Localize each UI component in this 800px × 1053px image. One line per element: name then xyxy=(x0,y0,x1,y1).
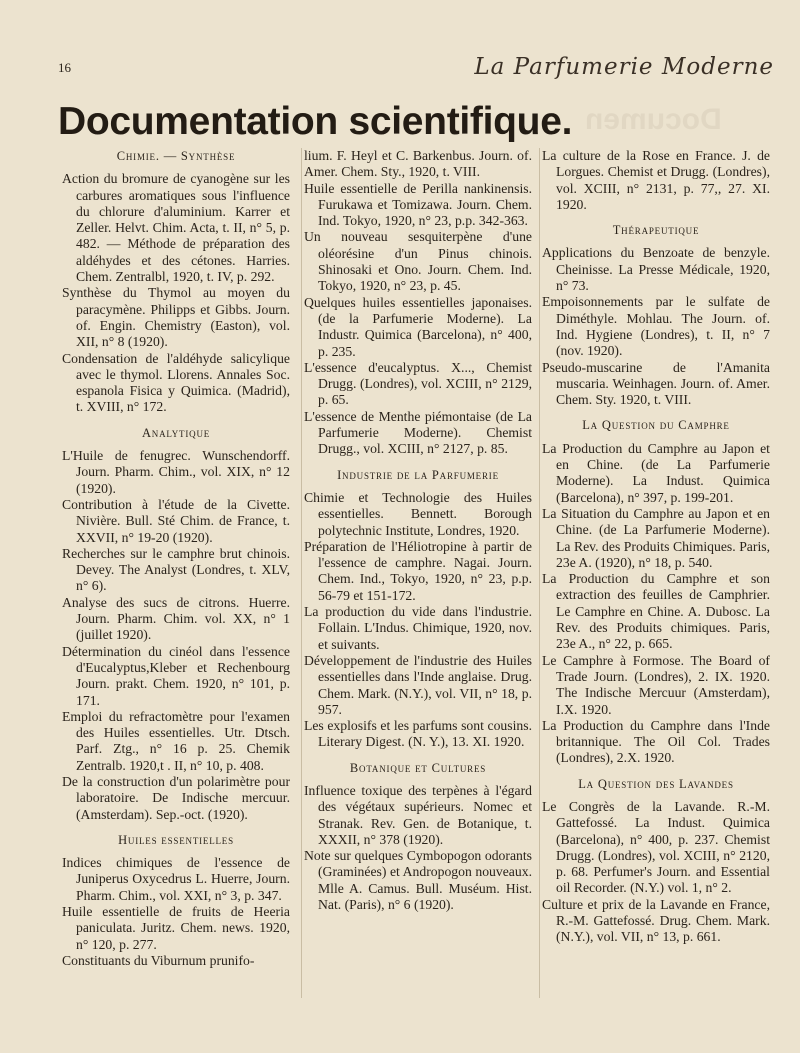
bibliography-entry: Influence toxique des terpènes à l'égard des végétaux supérieurs. Nomec et Stranak. Rev. Gen. de Botanique, t. XXXII, n° 378 (1920). xyxy=(304,782,532,847)
bibliography-entry: Analyse des sucs de citrons. Huerre. Journ. Pharm. Chim. vol. XX, n° 1 (juillet 1920). xyxy=(62,594,290,643)
bibliography-entry: Recherches sur le camphre brut chinois. Devey. The Analyst (Londres, t. XLV, n° 6). xyxy=(62,545,290,594)
bibliography-entry: Détermination du cinéol dans l'essence d'Eucalyptus,Kleber et Rechenbourg Journ. prakt. Chem. 1920, n° 101, p. 171. xyxy=(62,643,290,708)
journal-name: La Parfumerie Moderne xyxy=(474,54,774,80)
bibliography-entry: Contribution à l'étude de la Civette. Nivière. Bull. Sté Chim. de France, t. XXVII, n° 19-20 (1920). xyxy=(62,496,290,545)
bibliography-entry: Le Congrès de la Lavande. R.-M. Gattefossé. La Indust. Quimica (Barcelona), n° 400, p. 237. Chemist Drugg. (Londres), vol. XCIII, n° 2120, p. 68. Perfumer's Journ. and Essential oil Recorder. (N.Y.) vol. 1, n° 2. xyxy=(542,798,770,896)
column-right xyxy=(542,148,770,946)
bibliography-entry: Huile essentielle de Perilla nankinensis. Furukawa et Tomizawa. Journ. Chem. Ind. Tokyo, 1920, n° 23, p.p. 342-363. xyxy=(304,180,532,229)
bleed-through-ghost: Documen xyxy=(585,103,722,136)
bibliography-entry: La culture de la Rose en France. J. de Lorgues. Chemist et Drugg. (Londres), vol. XCIII, n° 2131, p. 77,, 27. XI. 1920. xyxy=(542,148,770,212)
bibliography-entry: Un nouveau sesquiterpène d'une oléorésine d'un Pinus chinois. Shinosaki et Ono. Journ. Chem. Ind. Tokyo, 1920, n° 23, p. 45. xyxy=(304,229,532,294)
bibliography-entry: La Production du Camphre au Japon et en Chine. (de La Parfumerie Moderne). La Indust. Quimica (Barcelona), n° 397, p. 199-201. xyxy=(542,440,770,505)
bibliography-entry: Les explosifs et les parfums sont cousins. Literary Digest. (N. Y.), 13. XI. 1920. xyxy=(304,718,532,750)
bibliography-entry: Emploi du refractomètre pour l'examen des Huiles essentielles. Utr. Dtsch. Parf. Ztg., n° 16 p. 25. Chemik Zentralb. 1920,t . II, n° 10, p. 408. xyxy=(62,708,290,773)
bibliography-entry: Quelques huiles essentielles japonaises. (de la Parfumerie Moderne). La Industr. Quimica (Barcelona), n° 400, p. 235. xyxy=(304,294,532,359)
bibliography-entry: Le Camphre à Formose. The Board of Trade Journ. (Londres), 2. IX. 1920. The Indische Mercuur (Amsterdam), I.X. 1920. xyxy=(542,652,770,717)
bibliography-entry: Action du bromure de cyanogène sur les carbures aromatiques sous l'influence du chlorure d'aluminium. Karrer et Zeller. Helvt. Chim. Acta, t. II, n° 5, p. 482. — Méthode de préparation des aldéhydes et des cétones. Harries. Chem. Zentralbl, 1920, t. IV, p. 292. xyxy=(62,171,290,285)
bibliography-entry: La Production du Camphre dans l'Inde britannique. The Oil Col. Trades (Londres), 2.X. 1920. xyxy=(542,717,770,766)
bibliography-entry: Chimie et Technologie des Huiles essentielles. Bennett. Borough polytechnic Institute, Londres, 1920. xyxy=(304,489,532,538)
bibliography-entry: La production du vide dans l'industrie. Follain. L'Indus. Chimique, 1920, nov. et suivants. xyxy=(304,604,532,652)
page-title: Documentation scientifique. xyxy=(58,100,573,143)
section-heading: Botanique et Cultures xyxy=(349,760,487,775)
section-heading: Thérapeutique xyxy=(612,223,700,238)
bibliography-entry: Préparation de l'Héliotropine à partir de l'essence de camphre. Nagai. Journ. Chem. Ind., Tokyo, 1920, n° 23, p.p. 56-79 et 151-172. xyxy=(304,538,532,603)
bibliography-entry: Indices chimiques de l'essence de Juniperus Oxycedrus L. Huerre, Journ. Pharm. Chim., vol. XXI, n° 3, p. 347. xyxy=(62,855,290,903)
section-heading: Industrie de la Parfumerie xyxy=(337,467,499,482)
bibliography-entry: L'essence de Menthe piémontaise (de La Parfumerie Moderne). Chemist Drugg., vol. XCIII, n° 2127, p. 85. xyxy=(304,408,532,457)
bibliography-entry: Constituants du Viburnum prunifo- xyxy=(62,952,255,968)
column-divider xyxy=(301,148,302,998)
bibliography-entry: Pseudo-muscarine de l'Amanita muscaria. Weinhagen. Journ. of. Amer. Chem. Sty. 1920, t. VIII. xyxy=(542,359,770,408)
bibliography-entry: Culture et prix de la Lavande en France, R.-M. Gattefossé. Drug. Chem. Mark. (N.Y.), vol. VII, n° 13, p. 661. xyxy=(542,896,770,945)
bibliography-entry: L'essence d'eucalyptus. X..., Chemist Drugg. (Londres), vol. XCIII, n° 2129, p. 65. xyxy=(304,359,532,408)
bibliography-entry: Développement de l'industrie des Huiles essentielles dans l'Inde anglaise. Drug. Chem. Mark. (N.Y.), vol. VII, n° 18, p. 957. xyxy=(304,652,532,717)
article-columns xyxy=(58,148,778,1018)
column-divider xyxy=(539,148,540,998)
section-heading: La Question des Lavandes xyxy=(578,776,734,791)
bibliography-entry: De la construction d'un polarimètre pour laboratoire. De Indische mercuur.(Amsterdam). Sep.-oct. (1920). xyxy=(62,773,290,822)
column-left xyxy=(62,148,290,969)
bibliography-entry: Applications du Benzoate de benzyle. Cheinisse. La Presse Médicale, 1920, n° 73. xyxy=(542,245,770,294)
bibliography-entry: Empoisonnements par le sulfate de Diméthyle. Mohlau. The Journ. of. Ind. Hygiene (Londres), t. II, n° 7 (nov. 1920). xyxy=(542,294,770,359)
page-header xyxy=(58,54,774,84)
section-heading: Analytique xyxy=(141,425,211,440)
page-number: 16 xyxy=(58,60,71,75)
bibliography-entry: Note sur quelques Cymbopogon odorants (Graminées) et Andropogon nouveaux. Mlle A. Camus. Bull. Muséum. Hist. Nat. (Paris), n° 6 (1920). xyxy=(304,848,532,913)
section-heading: La Question du Camphre xyxy=(582,418,730,433)
bibliography-entry: L'Huile de fenugrec. Wunschendorff. Journ. Pharm. Chim., vol. XIX, n° 12 (1920). xyxy=(62,448,290,496)
section-heading: Chimie. — Synthèse xyxy=(116,149,236,163)
bibliography-entry: Huile essentielle de fruits de Heeria paniculata. Juritz. Chem. news. 1920, n° 120, p. 277. xyxy=(62,904,290,952)
bibliography-entry: lium. F. Heyl et C. Barkenbus. Journ. of. Amer. Chem. Sty., 1920, t. VIII. xyxy=(304,148,532,180)
column-middle xyxy=(304,148,532,913)
bibliography-entry: La Situation du Camphre au Japon et en Chine. (de La Parfumerie Moderne). La Rev. des Produits Chimiques. Paris, 23e A. (1920), n° 18, p. 540. xyxy=(542,505,770,570)
bibliography-entry: Condensation de l'aldéhyde salicylique avec le thymol. Llorens. Annales Soc. espanola Fisica y Quimica. (Madrid), t. XVIII, n° 172. xyxy=(62,350,290,415)
bibliography-entry: Synthèse du Thymol au moyen du paracymène. Philipps et Gibbs. Journ. of. Engin. Chemistry (Easton), vol. XII, n° 8 (1920). xyxy=(62,285,290,350)
bibliography-entry: La Production du Camphre et son extraction des feuilles de Camphrier. Le Camphre en Chine. A. Dubosc. La Rev. des Produits chimiques. Paris, 23e A., n° 22, p. 665. xyxy=(542,571,770,652)
section-heading: Huiles essentielles xyxy=(118,832,234,847)
